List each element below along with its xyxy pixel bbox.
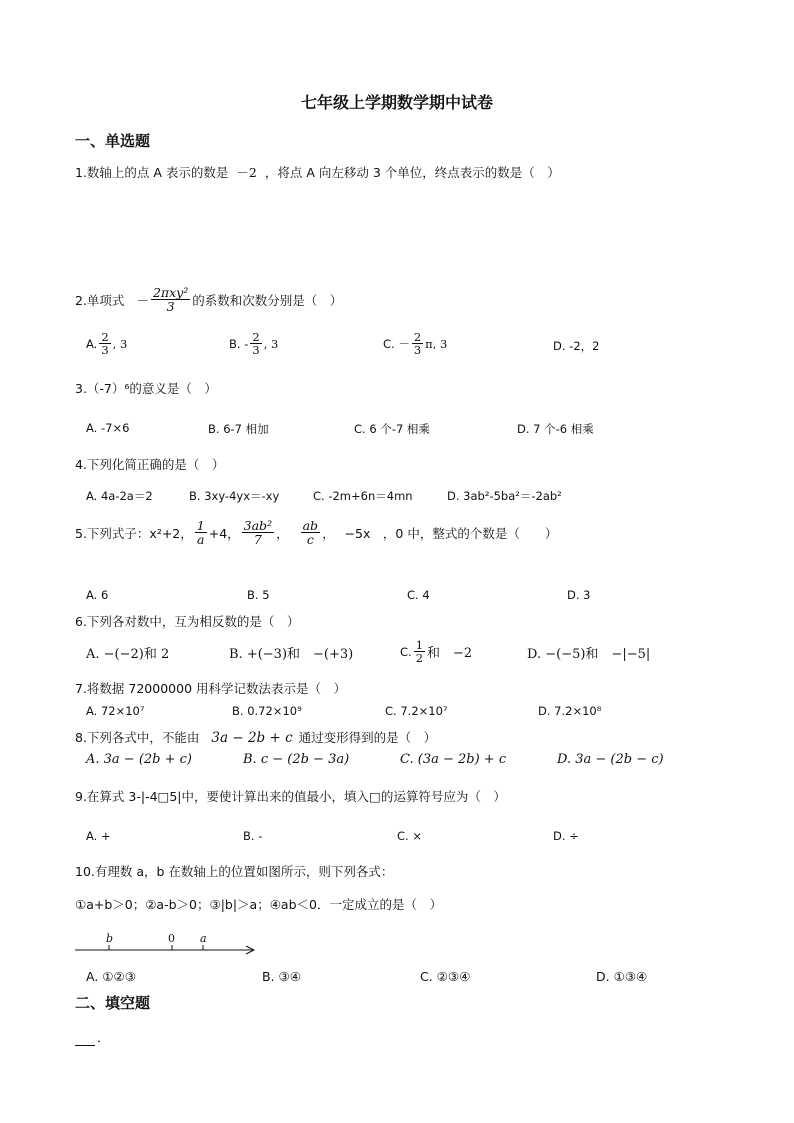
- question-9-option-d[interactable]: D. ÷: [553, 829, 579, 843]
- q6-c-fraction: [414, 639, 425, 664]
- question-8-text-b: 通过变形得到的是（ ）: [298, 730, 437, 745]
- q5-f3-den: c: [306, 532, 314, 548]
- q5-f1-den: a: [197, 532, 205, 548]
- q6-c-den: 2: [415, 651, 424, 666]
- question-9: 9.在算式 3-|-4□5|中，要使计算出来的值最小，填入□的运算符号应为（ ）: [75, 789, 506, 804]
- question-10-option-b[interactable]: B. ③④: [262, 969, 301, 984]
- question-6-option-d[interactable]: D. −(−5)和 −|−5|: [527, 647, 651, 662]
- question-7-option-d[interactable]: D. 7.2×10⁸: [538, 704, 602, 718]
- question-7-option-a[interactable]: A. 72×10⁷: [86, 704, 145, 718]
- question-6-option-a[interactable]: A. −(−2)和 2: [86, 647, 170, 662]
- question-4: 4.下列化简正确的是（ ）: [75, 457, 225, 472]
- q2-a-tail: , 3: [112, 336, 128, 351]
- question-10-conditions: ①a+b＞0；②a-b＞0；③|b|＞a；④ab＜0．一定成立的是（ ）: [75, 897, 442, 912]
- question-10-option-a[interactable]: A. ①②③: [86, 969, 136, 984]
- label-zero: 0: [168, 932, 175, 945]
- question-2-option-b[interactable]: [229, 331, 278, 356]
- question-8: [75, 728, 436, 746]
- question-8-option-d[interactable]: D. 3a − (2b − c): [557, 752, 664, 767]
- question-2-option-c[interactable]: [383, 331, 447, 356]
- page-title: 七年级上学期数学期中试卷: [300, 93, 493, 112]
- q5-f3-tail: ，: [322, 525, 335, 541]
- question-9-option-c[interactable]: C. ×: [397, 829, 422, 843]
- q6-c-label: C.: [400, 644, 412, 659]
- question-5-rest: −5x ，0 中，整式的个数是（ ）: [344, 525, 558, 541]
- question-2-frac-num: 2πxy²: [152, 285, 189, 300]
- q2-c-label: C. －: [383, 336, 410, 351]
- q2-b-label: B. -: [229, 336, 249, 351]
- question-2-prefix: 2.单项式: [75, 292, 125, 308]
- question-4-option-c[interactable]: C. -2m+6n＝4mn: [313, 489, 413, 503]
- q2-b-den: 3: [252, 343, 260, 358]
- question-2-fraction: [151, 286, 190, 313]
- q5-f1-num: 1: [196, 518, 205, 533]
- question-2-suffix: 的系数和次数分别是（ ）: [192, 292, 343, 308]
- question-5-fraction-3: [301, 519, 320, 546]
- question-4-option-a[interactable]: A. 4a-2a＝2: [86, 489, 153, 503]
- question-8-expr: 3a − 2b + c: [211, 730, 293, 746]
- question-3: 3.（-7）⁶的意义是（ ）: [75, 381, 217, 396]
- q2-a-num: 2: [101, 330, 109, 344]
- question-1-value: －2: [236, 165, 257, 180]
- question-10-option-c[interactable]: C. ②③④: [420, 969, 471, 984]
- label-a: a: [200, 932, 207, 945]
- q6-c-num: 1: [415, 638, 424, 652]
- question-5: [75, 519, 557, 546]
- q5-f2-den: 7: [253, 532, 262, 548]
- question-3-option-a[interactable]: A. -7×6: [86, 421, 130, 435]
- question-3-option-c[interactable]: C. 6 个-7 相乘: [354, 422, 430, 436]
- question-2-minus: －: [136, 292, 149, 308]
- question-9-option-b[interactable]: B. -: [243, 829, 263, 843]
- q2-b-tail: , 3: [263, 336, 279, 351]
- question-7-option-b[interactable]: B. 0.72×10⁹: [232, 704, 302, 718]
- question-6-option-c[interactable]: [400, 639, 472, 664]
- question-10: 10.有理数 a，b 在数轴上的位置如图所示，则下列各式：: [75, 864, 394, 879]
- number-line-figure: [75, 928, 265, 960]
- question-7: 7.将数据 72000000 用科学记数法表示是（ ）: [75, 681, 346, 696]
- q5-f2-tail: ，: [276, 525, 289, 541]
- question-2: [75, 286, 342, 313]
- question-5-option-c[interactable]: C. 4: [407, 588, 430, 602]
- question-8-text-a: 8.下列各式中，不能由: [75, 730, 200, 745]
- question-5-option-b[interactable]: B. 5: [247, 588, 270, 602]
- q2-b-fraction: [250, 331, 261, 356]
- question-1-text-b: ，将点 A 向左移动 3 个单位，终点表示的数是（ ）: [264, 165, 560, 180]
- q2-a-fraction: [99, 331, 110, 356]
- question-5-option-a[interactable]: A. 6: [86, 588, 109, 602]
- q5-f1-tail: +4，: [208, 525, 240, 541]
- question-5-option-d[interactable]: D. 3: [567, 588, 591, 602]
- question-4-option-d[interactable]: D. 3ab²-5ba²＝-2ab²: [447, 489, 562, 503]
- question-6: 6.下列各对数中，互为相反数的是（ ）: [75, 614, 300, 629]
- question-2-option-d[interactable]: D. -2，2: [553, 339, 600, 353]
- q6-c-tail: 和 −2: [427, 646, 473, 662]
- question-8-option-b[interactable]: B. c − (2b − 3a): [243, 752, 350, 767]
- question-1: [75, 163, 560, 181]
- question-10-option-d[interactable]: D. ①③④: [596, 969, 648, 984]
- q2-c-fraction: [412, 331, 423, 356]
- q5-f2-num: 3ab²: [243, 518, 273, 533]
- label-b: b: [106, 932, 114, 945]
- answer-blank-line[interactable]: [75, 1031, 95, 1046]
- question-8-option-c[interactable]: C. (3a − 2b) + c: [400, 752, 507, 767]
- q2-c-den: 3: [413, 343, 422, 358]
- q2-a-label: A.: [86, 336, 98, 351]
- question-2-frac-den: 3: [166, 299, 175, 315]
- section-heading-fill-blank: 二、填空题: [75, 994, 151, 1012]
- question-5-prefix: 5.下列式子：x²+2，: [75, 525, 193, 541]
- question-2-option-a[interactable]: [86, 331, 127, 356]
- q2-c-tail: π, 3: [425, 336, 448, 351]
- question-9-option-a[interactable]: A. +: [86, 829, 111, 843]
- question-1-text-a: 1.数轴上的点 A 表示的数是: [75, 165, 229, 180]
- fill-blank-period: ．: [97, 1030, 110, 1045]
- question-3-option-b[interactable]: B. 6-7 相加: [208, 422, 269, 436]
- q2-a-den: 3: [101, 343, 109, 358]
- question-7-option-c[interactable]: C. 7.2×10⁷: [385, 704, 448, 718]
- question-8-option-a[interactable]: A. 3a − (2b + c): [86, 752, 193, 767]
- question-4-option-b[interactable]: B. 3xy-4yx＝-xy: [189, 489, 280, 503]
- question-5-fraction-2: [242, 519, 274, 546]
- q2-b-num: 2: [252, 330, 260, 344]
- q2-c-num: 2: [413, 330, 422, 344]
- fill-blank-first-line: [75, 1028, 110, 1046]
- q5-f3-num: ab: [302, 518, 319, 533]
- section-heading-single-choice: 一、单选题: [75, 132, 151, 150]
- question-5-fraction-1: [195, 519, 207, 546]
- question-3-option-d[interactable]: D. 7 个-6 相乘: [517, 422, 594, 436]
- question-6-option-b[interactable]: B. +(−3)和 −(+3): [229, 647, 354, 662]
